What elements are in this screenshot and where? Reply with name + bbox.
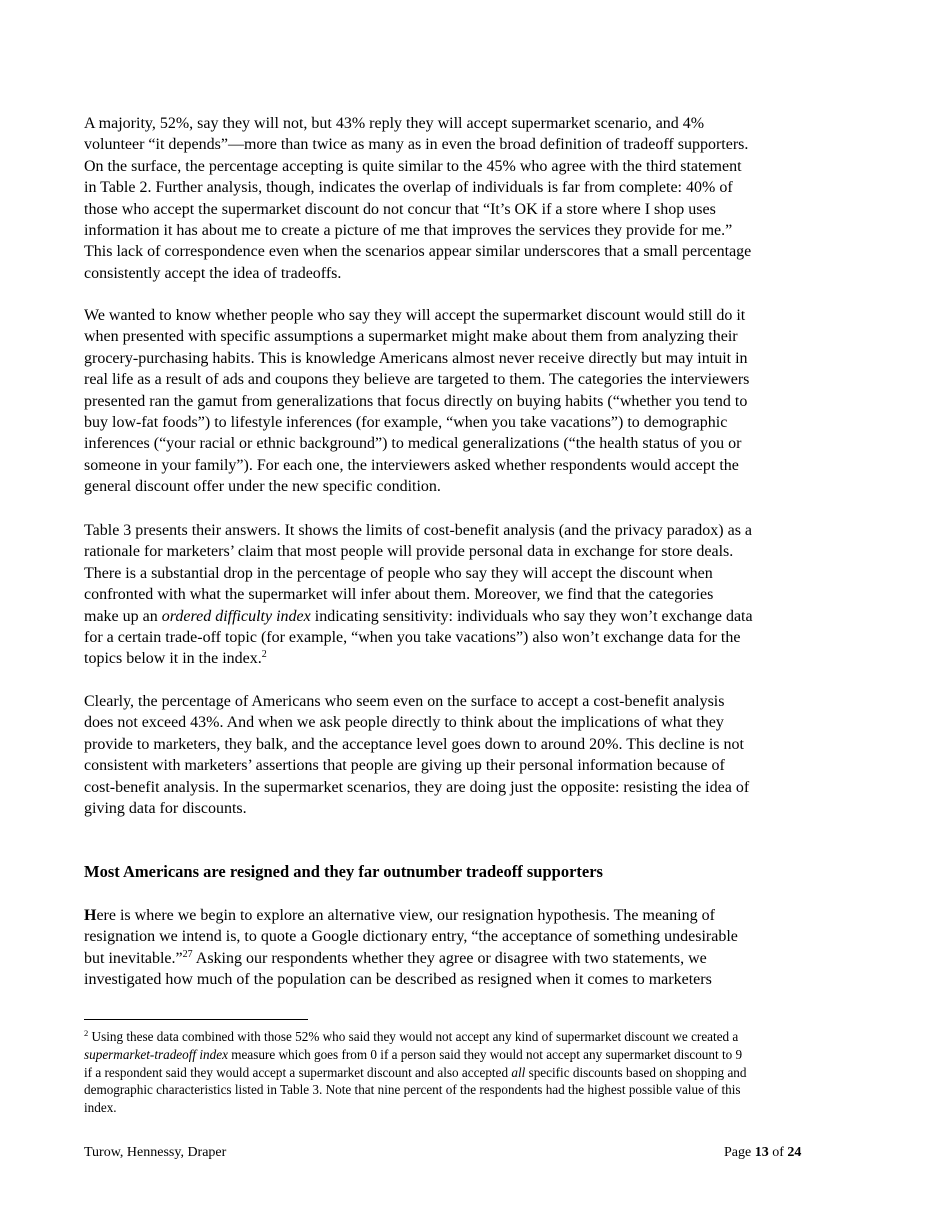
text-line: general discount offer under the new specific condition. xyxy=(84,478,441,496)
text-line: resignation we intend is, to quote a Google dictionary entry, “the acceptance of something undesirable xyxy=(84,928,738,946)
bold-initial: H xyxy=(84,907,97,924)
page-of: of xyxy=(768,1145,788,1160)
section-heading: Most Americans are resigned and they far outnumber tradeoff supporters xyxy=(84,862,603,881)
paragraph-table-3 xyxy=(84,520,874,670)
text-line: This lack of correspondence even when the scenarios appear similar underscores that a small percentage xyxy=(84,243,752,261)
text-line: Table 3 presents their answers. It shows the limits of cost-benefit analysis (and the privacy paradox) as a xyxy=(84,522,753,539)
text-run: measure which goes from 0 if a person said they would not accept any supermarket discount to 9 xyxy=(227,1046,743,1062)
text-run: but inevitable.” xyxy=(84,949,183,967)
emphasis-ordered-difficulty-index: ordered difficulty index xyxy=(161,607,311,625)
text-line: volunteer “it depends”—more than twice as many as in even the broad definition of tradeoff supporters. xyxy=(84,136,749,154)
emphasis-index-name: supermarket-tradeoff index xyxy=(84,1046,228,1062)
text-line: giving data for discounts. xyxy=(84,800,247,818)
text-line: cost-benefit analysis. In the supermarket scenarios, they are doing just the opposite: resisting the idea of xyxy=(84,778,750,796)
text-line: demographic characteristics listed in Table 3. Note that nine percent of the respondents had the highest possible value of this xyxy=(84,1082,741,1098)
text-run: ere is where we begin to explore an alternative view, our resignation hypothesis. The meaning of xyxy=(96,907,715,924)
page-current: 13 xyxy=(754,1145,769,1160)
text-line: buy low-fat foods”) to lifestyle inferences (for example, “when you take vacations”) to demographic xyxy=(84,414,728,432)
text-line: inferences (“your racial or ethnic background”) to medical generalizations (“the health status of you or xyxy=(84,435,742,453)
text-line: A majority, 52%, say they will not, but 43% reply they will accept supermarket scenario, and 4% xyxy=(84,115,705,132)
text-run: specific discounts based on shopping and xyxy=(525,1064,747,1080)
text-line: consistently accept the idea of tradeoffs. xyxy=(84,264,342,282)
text-run: topics below it in the index. xyxy=(84,650,262,668)
text-line xyxy=(84,1028,874,1046)
text-line: those who accept the supermarket discount do not concur that “It’s OK if a store where I shop uses xyxy=(84,200,716,218)
paragraph-resignation xyxy=(84,905,874,991)
text-line: On the surface, the percentage accepting is quite similar to the 45% who agree with the third statement xyxy=(84,157,742,175)
text-run: if a respondent said they would accept a supermarket discount and also accepted xyxy=(84,1064,512,1080)
text-line: We wanted to know whether people who say they will accept the supermarket discount would still do it xyxy=(84,307,746,324)
text-line xyxy=(84,1046,874,1064)
text-line: when presented with specific assumptions a supermarket might make about them from analyzing their xyxy=(84,328,738,346)
text-run: Asking our respondents whether they agree or disagree with two statements, we xyxy=(192,949,707,967)
text-line: There is a substantial drop in the percentage of people who say they will accept the discount when xyxy=(84,564,713,582)
footnote-number: 2 xyxy=(84,1028,89,1038)
footer-authors: Turow, Hennessy, Draper xyxy=(84,1145,227,1160)
paragraph-specific-assumptions xyxy=(84,305,874,498)
text-line: for a certain trade-off topic (for example, “when you take vacations”) also won’t exchange data for the xyxy=(84,629,741,647)
text-line: rationale for marketers’ claim that most people will provide personal data in exchange for store deals. xyxy=(84,543,734,561)
text-line: presented ran the gamut from generalizations that focus directly on buying habits (“whether you tend to xyxy=(84,392,748,410)
text-run: make up an xyxy=(84,607,162,625)
emphasis-all: all xyxy=(511,1064,526,1080)
text-line: Clearly, the percentage of Americans who seem even on the surface to accept a cost-benefit analysis xyxy=(84,693,725,710)
text-line: in Table 2. Further analysis, though, indicates the overlap of individuals is far from complete: 40% of xyxy=(84,179,733,197)
page-prefix: Page xyxy=(724,1145,755,1160)
footer-page-number xyxy=(724,1145,801,1161)
text-line: someone in your family”). For each one, the interviewers asked whether respondents would accept the xyxy=(84,456,739,474)
text-line: information it has about me to create a picture of me that improves the services they provide for me.” xyxy=(84,222,733,240)
text-run: indicating sensitivity: individuals who say they won’t exchange data xyxy=(310,607,753,625)
text-line: index. xyxy=(84,1100,117,1116)
footnote-separator xyxy=(84,1019,308,1020)
text-line xyxy=(84,648,874,669)
footnote-2 xyxy=(84,1028,874,1117)
text-line: investigated how much of the population can be described as resigned when it comes to marketers xyxy=(84,971,712,989)
page-total: 24 xyxy=(787,1145,802,1160)
text-line xyxy=(84,606,874,627)
text-line xyxy=(84,948,874,969)
text-line: confronted with what the supermarket will infer about them. Moreover, we find that the categories xyxy=(84,586,714,604)
paragraph-supermarket-acceptance xyxy=(84,113,874,284)
paragraph-cost-benefit xyxy=(84,691,874,819)
text-line xyxy=(84,905,874,926)
text-line: provide to marketers, they balk, and the acceptance level goes down to around 20%. This decline is not xyxy=(84,735,744,753)
text-line xyxy=(84,1064,874,1082)
text-line: real life as a result of ads and coupons they believe are targeted to them. The categories the interviewers xyxy=(84,371,750,389)
text-line: does not exceed 43%. And when we ask people directly to think about the implications of what they xyxy=(84,714,724,732)
footnote-reference-2[interactable]: 2 xyxy=(261,649,267,661)
text-line: grocery-purchasing habits. This is knowledge Americans almost never receive directly but may intuit in xyxy=(84,349,748,367)
text-run: Using these data combined with those 52% who said they would not accept any kind of supermarket discount we created a xyxy=(88,1029,739,1044)
endnote-reference-27[interactable]: 27 xyxy=(182,948,193,960)
text-line: consistent with marketers’ assertions that people are giving up their personal information because of xyxy=(84,757,725,775)
